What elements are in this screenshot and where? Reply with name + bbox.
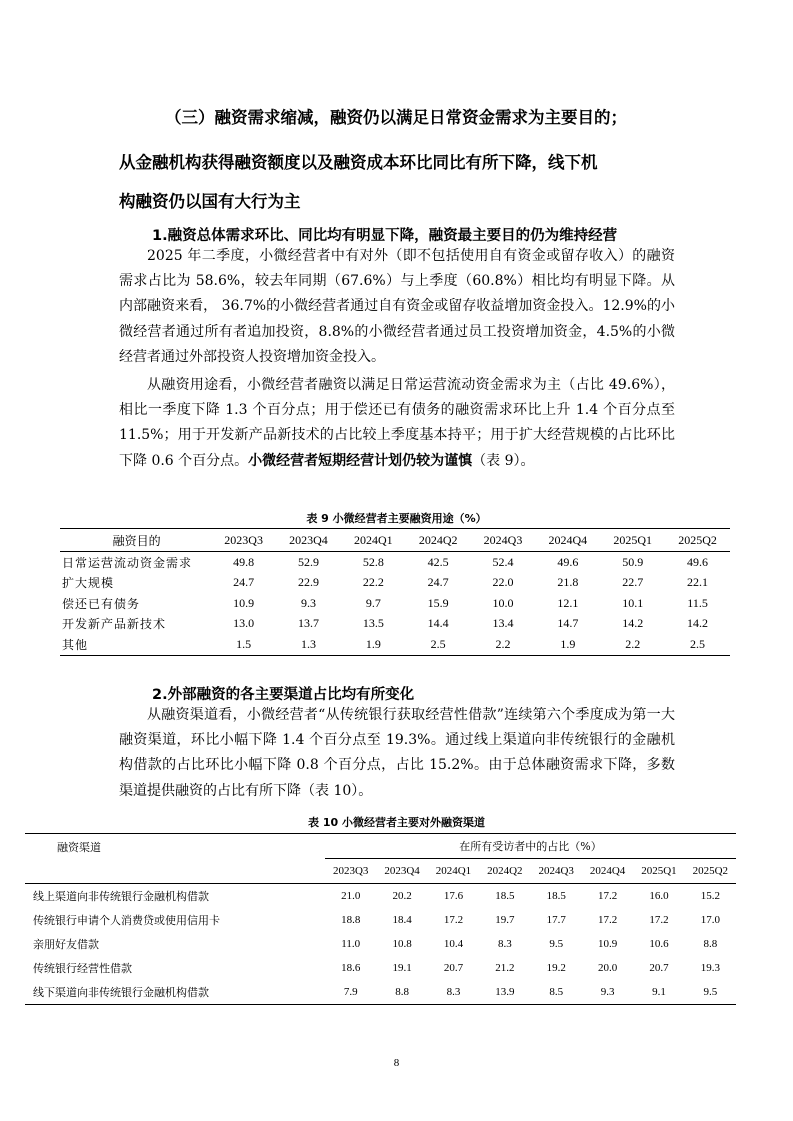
table-9-col-header: 2024Q4	[535, 529, 600, 552]
table-cell: 19.7	[495, 914, 515, 926]
table-cell: 13.5	[362, 616, 384, 631]
table-row	[60, 552, 730, 573]
table-cell: 14.7	[557, 616, 579, 631]
table-cell: 11.5	[687, 595, 708, 610]
table-row	[25, 884, 736, 909]
subsection-1-paragraph-2	[119, 373, 675, 474]
table-row	[60, 614, 730, 635]
table-cell: 49.6	[687, 554, 709, 569]
table-cell: 19.2	[546, 962, 566, 974]
row-label: 偿还已有债务	[62, 596, 141, 611]
table-cell: 22.1	[687, 575, 709, 590]
table-cell: 18.6	[341, 962, 361, 974]
table-9-col-header: 2024Q3	[471, 529, 536, 552]
page-number: 8	[393, 1057, 400, 1069]
table-10-group-header: 在所有受访者中的占比（%）	[325, 834, 736, 859]
subsection-1-title: 1.融资总体需求环比、同比均有明显下降，融资最主要目的仍为维持经营	[152, 228, 618, 244]
row-label: 日常运营流动资金需求	[62, 555, 193, 570]
table-cell: 22.2	[362, 575, 384, 590]
table-cell: 17.6	[443, 890, 464, 902]
table-row	[60, 573, 730, 594]
section-heading-line-3: 构融资仍以国有大行为主	[119, 192, 301, 211]
table-row	[60, 634, 730, 655]
row-label: 线下渠道向非传统银行金融机构借款	[33, 986, 209, 999]
paragraph-2-emphasis: 小微经营者短期经营计划仍较为谨慎	[248, 452, 473, 469]
table-cell: 22.0	[492, 575, 514, 590]
table-cell: 9.5	[703, 986, 718, 998]
section-heading-line-2: 从金融机构获得融资额度以及融资成本环比同比有所下降，线下机	[119, 153, 598, 172]
table-cell: 13.7	[297, 616, 319, 631]
table-cell: 10.1	[622, 595, 644, 610]
table-cell: 20.2	[392, 890, 412, 902]
table-10-col-header: 2023Q4	[376, 859, 427, 884]
table-cell: 1.9	[560, 636, 576, 651]
row-label: 线上渠道向非传统银行金融机构借款	[33, 890, 209, 903]
table-cell: 21.0	[341, 890, 361, 902]
table-cell: 9.7	[365, 595, 381, 610]
table-cell: 13.0	[233, 616, 255, 631]
section-heading-line-1: （三）融资需求缩减，融资仍以满足日常资金需求为主要目的；	[165, 108, 627, 127]
table-cell: 18.4	[392, 914, 412, 926]
table-cell: 21.2	[495, 962, 515, 974]
table-row	[25, 980, 736, 1005]
table-cell: 42.5	[427, 554, 449, 569]
table-cell: 18.5	[495, 890, 515, 902]
table-10	[25, 833, 736, 1005]
table-cell: 11.0	[341, 938, 361, 950]
row-label: 其他	[62, 637, 89, 652]
paragraph-2-text: 从融资用途看，小微经营者融资以满足日常运营流动资金需求为主（占比 49.6%），相比一季度下降 1.3 个百分点；用于偿还已有债务的融资需求环比上升 1.4 个百分点至 11.5%；用于开发新产品新技术的占比较上季度基本持平；用于扩大经营规模的占比环比下降 0.6 个百分点。	[119, 377, 675, 469]
subsection-2-title: 2.外部融资的各主要渠道占比均有所变化	[152, 687, 415, 703]
table-10-col-header: 2024Q2	[479, 859, 530, 884]
table-row	[25, 932, 736, 956]
table-cell: 17.7	[546, 914, 566, 926]
table-cell: 2.5	[430, 636, 446, 651]
table-cell: 18.5	[546, 890, 566, 902]
subsection-2-paragraph: 从融资渠道看，小微经营者“从传统银行获取经营性借款”连续第六个季度成为第一大融资渠道，环比小幅下降 1.4 个百分点至 19.3%。通过线上渠道向非传统银行的金融机构借款的占比环比小幅下降 0.8 个百分点，占比 15.2%。由于总体融资需求下降，多数渠道提供融资的占比有所下降（表 10）。	[119, 707, 675, 799]
table-cell: 9.1	[652, 986, 666, 998]
table-9-col-header: 2023Q3	[211, 529, 276, 552]
table-9-col-header: 2025Q2	[665, 529, 730, 552]
table-cell: 9.3	[300, 595, 316, 610]
row-label: 扩大规模	[62, 576, 115, 591]
table-row	[25, 956, 736, 980]
table-cell: 10.4	[443, 938, 464, 950]
table-cell: 13.4	[492, 616, 514, 631]
table-cell: 1.9	[365, 636, 381, 651]
table-10-col-header: 2025Q1	[633, 859, 684, 884]
table-cell: 1.5	[236, 636, 252, 651]
row-label: 传统银行申请个人消费贷或使用信用卡	[33, 914, 220, 927]
table-cell: 8.5	[549, 986, 564, 998]
row-label: 开发新产品新技术	[62, 617, 167, 632]
table-cell: 15.9	[427, 595, 449, 610]
table-cell: 2.2	[495, 636, 511, 651]
subsection-1-paragraph-1: 2025 年二季度，小微经营者中有对外（即不包括使用自有资金或留存收入）的融资需求占比为 58.6%，较去年同期（67.6%）与上季度（60.8%）相比均有明显下降。从内部融资来看， 36.7%的小微经营者通过自有资金或留存收益增加资金投入。12.9%的小微经营者通过所有者追加投资，8.8%的小微经营者通过员工投资增加资金，4.5%的小微经营者通过外部投资人投资增加资金投入。	[119, 248, 675, 365]
table-cell: 1.3	[300, 636, 316, 651]
table-cell: 52.4	[492, 554, 514, 569]
table-row	[25, 908, 736, 932]
table-cell: 20.7	[443, 962, 464, 974]
table-cell: 13.9	[495, 986, 515, 998]
table-cell: 22.7	[622, 575, 644, 590]
table-cell: 18.8	[341, 914, 361, 926]
table-cell: 10.9	[597, 938, 618, 950]
table-cell: 14.2	[687, 616, 709, 631]
table-cell: 2.2	[625, 636, 641, 651]
table-cell: 10.8	[392, 938, 412, 950]
table-cell: 12.1	[557, 595, 579, 610]
table-cell: 8.8	[703, 938, 718, 950]
table-10-col-header: 2024Q3	[531, 859, 582, 884]
table-cell: 21.8	[557, 575, 579, 590]
table-cell: 2.5	[690, 636, 706, 651]
table-cell: 10.6	[649, 938, 669, 950]
table-cell: 10.0	[492, 595, 514, 610]
table-cell: 9.5	[549, 938, 564, 950]
table-cell: 15.2	[700, 890, 720, 902]
table-cell: 8.3	[446, 986, 461, 998]
table-cell: 17.2	[597, 890, 618, 902]
table-9-header-label: 融资目的	[60, 529, 211, 552]
row-label: 亲朋好友借款	[33, 938, 99, 951]
table-row	[60, 593, 730, 614]
table-10-caption: 表 10 小微经营者主要对外融资渠道	[308, 816, 485, 829]
table-cell: 17.2	[597, 914, 618, 926]
table-9-col-header: 2023Q4	[276, 529, 341, 552]
table-9-col-header: 2025Q1	[600, 529, 665, 552]
table-cell: 22.9	[297, 575, 319, 590]
table-9	[60, 528, 730, 656]
table-cell: 52.8	[362, 554, 384, 569]
table-10-header-label: 融资渠道	[25, 834, 325, 884]
table-cell: 9.3	[600, 986, 615, 998]
table-cell: 17.2	[649, 914, 669, 926]
table-cell: 20.7	[649, 962, 669, 974]
table-cell: 19.1	[392, 962, 412, 974]
table-cell: 14.2	[622, 616, 644, 631]
table-10-col-header: 2023Q3	[325, 859, 376, 884]
table-cell: 19.3	[700, 962, 720, 974]
row-label: 传统银行经营性借款	[33, 962, 132, 975]
table-cell: 50.9	[622, 554, 644, 569]
table-cell: 16.0	[649, 890, 669, 902]
table-10-col-header: 2024Q1	[428, 859, 479, 884]
table-9-col-header: 2024Q2	[406, 529, 471, 552]
table-9-header-row	[60, 529, 730, 552]
table-cell: 8.8	[395, 986, 409, 998]
table-cell: 49.6	[557, 554, 579, 569]
table-cell: 14.4	[427, 616, 449, 631]
table-cell: 52.9	[297, 554, 319, 569]
table-cell: 17.2	[443, 914, 464, 926]
table-10-col-header: 2024Q4	[582, 859, 633, 884]
table-cell: 24.7	[427, 575, 449, 590]
table-cell: 17.0	[700, 914, 720, 926]
table-cell: 7.9	[343, 986, 358, 998]
table-10-col-header: 2025Q2	[685, 859, 736, 884]
paragraph-2-tail: （表 9）。	[472, 452, 535, 469]
table-cell: 20.0	[597, 962, 618, 974]
table-9-caption: 表 9 小微经营者主要融资用途（%）	[306, 512, 487, 525]
table-cell: 8.3	[497, 938, 512, 950]
table-9-col-header: 2024Q1	[341, 529, 406, 552]
table-10-header-row	[25, 834, 736, 859]
table-cell: 24.7	[233, 575, 255, 590]
table-cell: 10.9	[233, 595, 255, 610]
table-cell: 49.8	[233, 554, 255, 569]
